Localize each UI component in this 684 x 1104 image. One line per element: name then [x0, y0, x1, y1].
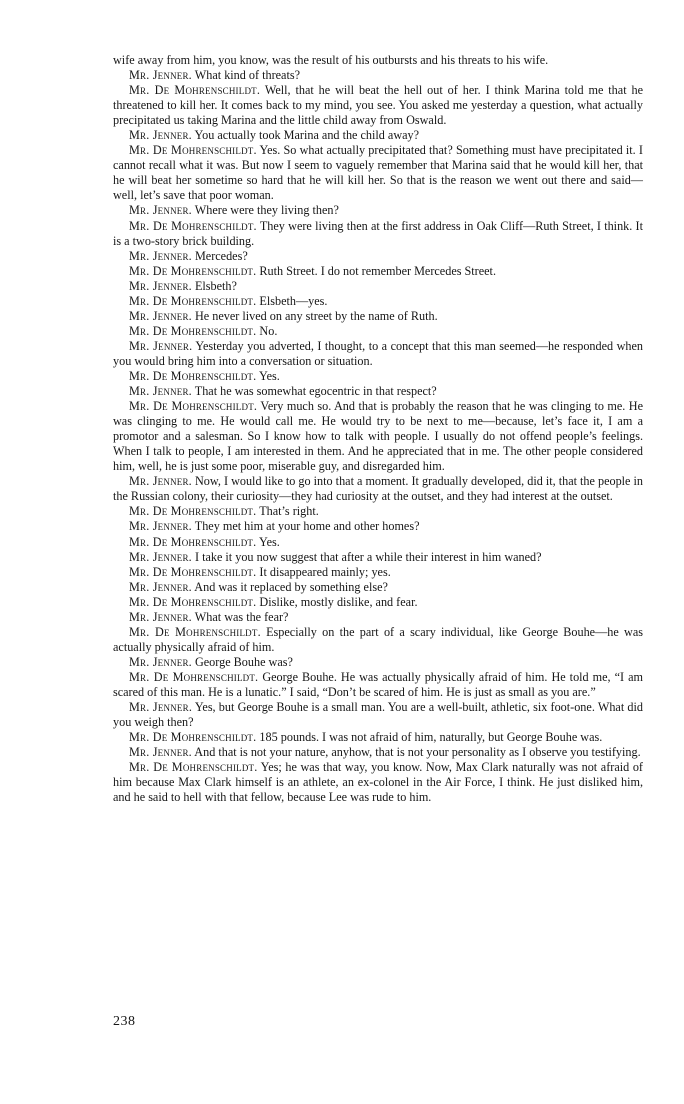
- testimony-text: Yes; he was that way, you know. Now, Max Clark naturally was not afraid of him because Max Clark himself is an athlete, an ex-colonel in the Air Force, I think. He just disliked him, and he said to hell with that fellow, because Lee was rude to him.: [113, 760, 643, 805]
- speaker-name: Mr. De Mohrenschildt.: [129, 143, 257, 158]
- testimony-text: Mercedes?: [194, 248, 248, 263]
- testimony-paragraph: [113, 610, 643, 625]
- testimony-text: Very much so. And that is probably the reason that he was clinging to me. He was clinging to me. He would call me. He would try to be next to me—because, let’s face it, I am a promotor and a salesman. So I know how to talk with people. I usually do not offend people’s feelings. When I talk to people, I am interested in them. And he appreciated that in me. The other people considered him, well, he is just some poor, miserable guy, and disregarded him.: [113, 399, 644, 474]
- testimony-text: And was it replaced by something else?: [194, 579, 388, 594]
- testimony-text: Yes.: [258, 368, 280, 383]
- speaker-name: Mr. Jenner.: [129, 128, 192, 143]
- speaker-name: Mr. Jenner.: [129, 203, 192, 218]
- testimony-page: [113, 53, 643, 805]
- testimony-paragraph: [113, 249, 643, 264]
- testimony-paragraph: [113, 580, 643, 595]
- speaker-name: Mr. Jenner.: [129, 384, 192, 399]
- speaker-name: Mr. De Mohrenschildt.: [129, 730, 257, 745]
- testimony-text: Well, that he will beat the hell out of her. I think Marina told me that he threatened to kill her. It comes back to my mind, you see. You asked me yesterday a question, what actually precipitated us taking Marina and the little child away from Oswald.: [113, 83, 643, 128]
- testimony-text: You actually took Marina and the child away?: [194, 128, 420, 143]
- testimony-text: That he was somewhat egocentric in that respect?: [194, 384, 437, 399]
- testimony-paragraph: [113, 700, 643, 730]
- testimony-text: Yes.: [258, 534, 280, 549]
- speaker-name: Mr. Jenner.: [129, 68, 192, 83]
- speaker-name: Mr. Jenner.: [129, 579, 192, 594]
- testimony-paragraph: [113, 519, 643, 534]
- speaker-name: Mr. De Mohrenschildt.: [129, 293, 257, 308]
- speaker-name: Mr. De Mohrenschildt.: [129, 534, 257, 549]
- testimony-text: He never lived on any street by the name of Ruth.: [194, 308, 438, 323]
- testimony-text: They met him at your home and other homes?: [194, 519, 420, 534]
- testimony-text: It disappeared mainly; yes.: [259, 564, 391, 579]
- testimony-paragraph: [113, 128, 643, 143]
- testimony-text: 185 pounds. I was not afraid of him, naturally, but George Bouhe was.: [259, 730, 603, 745]
- testimony-paragraph: [113, 730, 643, 745]
- speaker-name: Mr. De Mohrenschildt.: [129, 624, 261, 639]
- testimony-text: Elsbeth?: [194, 278, 237, 293]
- speaker-name: Mr. De Mohrenschildt.: [129, 323, 257, 338]
- testimony-paragraph: [113, 309, 643, 324]
- testimony-text: No.: [259, 323, 278, 338]
- testimony-text: What kind of threats?: [194, 68, 300, 83]
- testimony-paragraph: [113, 504, 643, 519]
- testimony-paragraph: [113, 760, 643, 805]
- testimony-paragraph: [113, 264, 643, 279]
- speaker-name: Mr. Jenner.: [129, 519, 192, 534]
- testimony-paragraph: [113, 399, 643, 474]
- speaker-name: Mr. Jenner.: [129, 308, 192, 323]
- lead-paragraph: [113, 53, 643, 68]
- speaker-name: Mr. Jenner.: [129, 549, 192, 564]
- speaker-name: Mr. De Mohrenschildt.: [129, 594, 257, 609]
- speaker-name: Mr. De Mohrenschildt.: [129, 669, 259, 684]
- testimony-text: Especially on the part of a scary individual, like George Bouhe—he was actually physically afraid of him.: [113, 624, 643, 654]
- testimony-paragraph: [113, 565, 643, 580]
- testimony-paragraph: [113, 535, 643, 550]
- testimony-text: Where were they living then?: [194, 203, 339, 218]
- testimony-text: I take it you now suggest that after a while their interest in him waned?: [194, 549, 542, 564]
- testimony-paragraph: [113, 294, 643, 309]
- speaker-name: Mr. De Mohrenschildt.: [129, 760, 258, 775]
- testimony-text: What was the fear?: [194, 609, 289, 624]
- page-number: 238: [113, 1014, 136, 1029]
- testimony-exchanges: [113, 68, 643, 805]
- lead-text: wife away from him, you know, was the result of his outbursts and his threats to his wife.: [113, 53, 549, 67]
- testimony-paragraph: [113, 219, 643, 249]
- testimony-paragraph: [113, 369, 643, 384]
- testimony-text: George Bouhe. He was actually physically afraid of him. He told me, “I am scared of this man. He is a lunatic.” I said, “Don’t be scared of him. He is just as small as you are.”: [113, 669, 643, 699]
- testimony-text: Elsbeth—yes.: [259, 293, 328, 308]
- testimony-text: Yes. So what actually precipitated that? Something must have precipitated it. I cannot recall what it was. But now I seem to vaguely remember that Marina said that he would kill her, that he will beat her sometime so hard that he will kill her. So that is the reason we went out there and said—well, let’s save that poor woman.: [113, 143, 643, 203]
- speaker-name: Mr. De Mohrenschildt.: [129, 83, 261, 98]
- speaker-name: Mr. De Mohrenschildt.: [129, 399, 258, 414]
- testimony-paragraph: [113, 279, 643, 294]
- speaker-name: Mr. De Mohrenschildt.: [129, 263, 257, 278]
- speaker-name: Mr. Jenner.: [129, 248, 192, 263]
- testimony-text: Ruth Street. I do not remember Mercedes Street.: [259, 263, 496, 278]
- testimony-text: That’s right.: [259, 504, 319, 519]
- testimony-text: Yesterday you adverted, I thought, to a concept that this man seemed—he responded when you would bring him into a conversation or situation.: [113, 338, 643, 368]
- testimony-paragraph: [113, 143, 643, 203]
- testimony-paragraph: [113, 83, 643, 128]
- testimony-text: Dislike, mostly dislike, and fear.: [259, 594, 418, 609]
- speaker-name: Mr. Jenner.: [129, 745, 192, 760]
- speaker-name: Mr. Jenner.: [129, 474, 192, 489]
- speaker-name: Mr. De Mohrenschildt.: [129, 368, 257, 383]
- speaker-name: Mr. Jenner.: [129, 278, 192, 293]
- testimony-paragraph: [113, 203, 643, 218]
- testimony-text: George Bouhe was?: [194, 654, 293, 669]
- testimony-text: They were living then at the first address in Oak Cliff—Ruth Street, I think. It is a two-story brick building.: [113, 218, 644, 248]
- testimony-paragraph: [113, 474, 643, 504]
- speaker-name: Mr. De Mohrenschildt.: [129, 504, 257, 519]
- testimony-paragraph: [113, 550, 643, 565]
- testimony-paragraph: [113, 68, 643, 83]
- testimony-paragraph: [113, 745, 643, 760]
- testimony-text: And that is not your nature, anyhow, that is not your personality as I observe you testifying.: [194, 745, 641, 760]
- testimony-paragraph: [113, 384, 643, 399]
- speaker-name: Mr. Jenner.: [129, 338, 193, 353]
- testimony-paragraph: [113, 324, 643, 339]
- speaker-name: Mr. Jenner.: [129, 700, 193, 715]
- testimony-paragraph: [113, 339, 643, 369]
- speaker-name: Mr. De Mohrenschildt.: [129, 564, 257, 579]
- testimony-paragraph: [113, 670, 643, 700]
- speaker-name: Mr. Jenner.: [129, 609, 192, 624]
- speaker-name: Mr. De Mohrenschildt.: [129, 218, 257, 233]
- testimony-text: Now, I would like to go into that a moment. It gradually developed, did it, that the people in the Russian colony, their curiosity—they had curiosity at the outset, and they had interest at the outset.: [113, 474, 643, 504]
- testimony-paragraph: [113, 595, 643, 610]
- testimony-paragraph: [113, 625, 643, 655]
- testimony-paragraph: [113, 655, 643, 670]
- testimony-text: Yes, but George Bouhe is a small man. You are a well-built, athletic, six foot-one. What did you weigh then?: [113, 700, 643, 730]
- speaker-name: Mr. Jenner.: [129, 654, 192, 669]
